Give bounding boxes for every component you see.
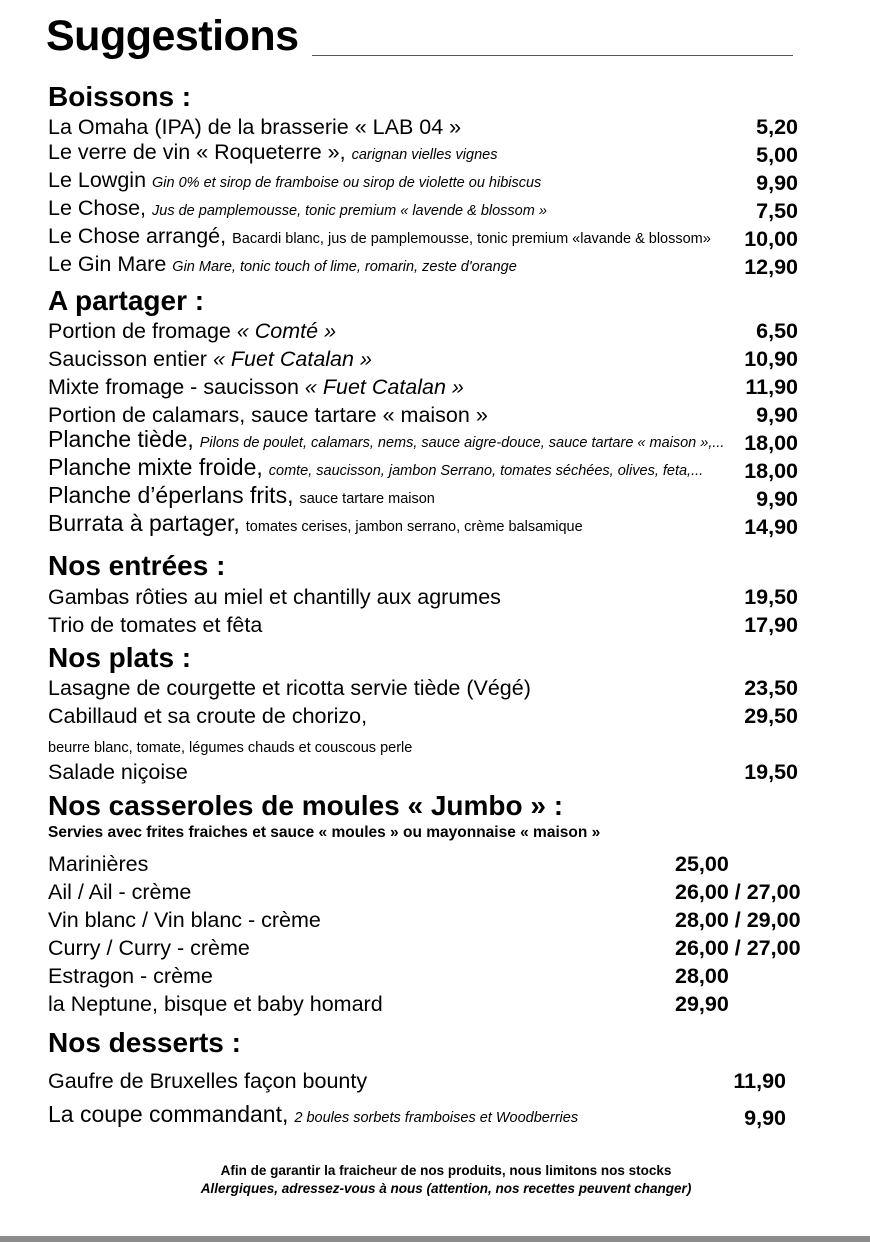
menu-item <box>48 612 798 640</box>
item-price: 5,00 <box>756 143 798 167</box>
item-name: Salade niçoise <box>48 760 188 784</box>
item-price: 9,90 <box>756 403 798 427</box>
item-description: Gin Mare, tonic touch of lime, romarin, zeste d'orange <box>172 259 517 275</box>
item-name: Trio de tomates et fêta <box>48 613 263 637</box>
menu-item <box>48 170 798 198</box>
item-price: 29,90 <box>675 992 729 1016</box>
item-price: 18,00 <box>744 459 798 483</box>
item-price: 18,00 <box>744 431 798 455</box>
item-price: 17,90 <box>744 613 798 637</box>
item-highlight: « Fuet Catalan » <box>212 347 372 371</box>
item-name: Gambas rôties au miel et chantilly aux agrumes <box>48 585 501 609</box>
section-moules: Nos casseroles de moules « Jumbo » : <box>48 790 564 821</box>
item-name: Vin blanc / Vin blanc - crème <box>48 908 321 932</box>
section-plats: Nos plats : <box>48 642 192 673</box>
menu-item <box>48 935 801 963</box>
menu-item <box>48 318 798 346</box>
item-name: Lasagne de courgette et ricotta servie tiède (Végé) <box>48 676 531 700</box>
menu-item <box>48 991 798 1019</box>
item-price: 25,00 <box>675 852 729 876</box>
item-price: 9,90 <box>756 487 798 511</box>
item-price: 9,90 <box>744 1106 786 1130</box>
item-description: carignan vielles vignes <box>351 147 498 163</box>
item-name: Planche tiède, <box>48 426 194 452</box>
item-name: Ail / Ail - crème <box>48 880 192 904</box>
menu-item <box>48 675 798 703</box>
menu-item <box>48 374 798 402</box>
item-highlight: « Fuet Catalan » <box>304 375 464 399</box>
item-description: Bacardi blanc, jus de pamplemousse, tonic premium «lavande & blossom» <box>232 231 711 247</box>
menu-item <box>48 963 798 991</box>
moules-note: Servies avec frites fraiches et sauce « moules » ou mayonnaise « maison » <box>48 824 601 841</box>
item-description: Pilons de poulet, calamars, nems, sauce aigre-douce, sauce tartare « maison »,... <box>199 435 725 451</box>
item-price: 29,50 <box>744 704 798 728</box>
menu-item <box>48 346 798 374</box>
section-entrees: Nos entrées : <box>48 550 226 581</box>
section-boissons: Boissons : <box>48 81 192 112</box>
item-price: 23,50 <box>744 676 798 700</box>
item-price: 9,90 <box>756 171 798 195</box>
item-price: 6,50 <box>756 319 798 343</box>
item-price: 5,20 <box>756 115 798 139</box>
section-desserts: Nos desserts : <box>48 1027 241 1058</box>
item-name: Cabillaud et sa croute de chorizo, <box>48 704 368 728</box>
item-name: Burrata à partager, <box>48 510 240 536</box>
item-name: Saucisson entier <box>48 347 207 371</box>
item-name: La coupe commandant, <box>48 1101 289 1127</box>
item-description: Jus de pamplemousse, tonic premium « lavende & blossom » <box>152 203 547 219</box>
menu-item <box>48 851 798 879</box>
item-price: 19,50 <box>744 585 798 609</box>
footer-allergy-note: Allergiques, adressez-vous à nous (attention, nos recettes peuvent changer) <box>200 1181 692 1196</box>
section-partager: A partager : <box>48 285 205 316</box>
menu-item <box>48 1068 786 1096</box>
item-description: comte, saucisson, jambon Serrano, tomates séchées, olives, feta,... <box>268 463 704 479</box>
item-price: 12,90 <box>744 255 798 279</box>
item-name: Le Gin Mare <box>48 252 167 276</box>
item-name: Portion de calamars, sauce tartare « maison » <box>48 403 488 427</box>
item-highlight: « Comté » <box>236 319 337 343</box>
item-description: sauce tartare maison <box>299 491 435 507</box>
item-name: Le Chose, <box>48 196 147 220</box>
menu-item <box>48 907 801 935</box>
item-price: 28,00 <box>675 964 729 988</box>
item-name: Le verre de vin « Roqueterre », <box>48 140 346 164</box>
item-name: Portion de fromage <box>48 319 231 343</box>
item-name: Curry / Curry - crème <box>48 936 250 960</box>
item-description: tomates cerises, jambon serrano, crème balsamique <box>245 519 583 535</box>
item-description: Gin 0% et sirop de framboise ou sirop de violette ou hibiscus <box>152 175 542 191</box>
item-name: La Omaha (IPA) de la brasserie « LAB 04 » <box>48 115 462 139</box>
menu-item <box>48 142 798 170</box>
menu-item <box>48 1101 786 1133</box>
item-price: 7,50 <box>756 199 798 223</box>
menu-item <box>48 584 798 612</box>
item-name: Le Lowgin <box>48 168 147 192</box>
item-name: Marinières <box>48 852 149 876</box>
item-price: 26,00 / 27,00 <box>675 880 801 904</box>
item-name: Le Chose arrangé, <box>48 224 227 248</box>
menu-item <box>48 510 798 542</box>
item-price: 10,90 <box>744 347 798 371</box>
item-price: 26,00 / 27,00 <box>675 936 801 960</box>
menu-item <box>48 703 798 731</box>
menu-item <box>48 114 798 142</box>
item-name: la Neptune, bisque et baby homard <box>48 992 383 1016</box>
bottom-border <box>0 1236 870 1242</box>
item-price: 19,50 <box>744 760 798 784</box>
item-name: Planche d’éperlans frits, <box>48 482 294 508</box>
item-price: 11,90 <box>733 1069 786 1093</box>
title-underline <box>312 55 793 56</box>
item-description: beurre blanc, tomate, légumes chauds et couscous perle <box>48 740 413 756</box>
item-name: Gaufre de Bruxelles façon bounty <box>48 1069 368 1093</box>
item-price: 14,90 <box>744 515 798 539</box>
item-name: Mixte fromage - saucisson <box>48 375 299 399</box>
item-name: Estragon - crème <box>48 964 213 988</box>
item-price: 28,00 / 29,00 <box>675 908 801 932</box>
menu-item <box>48 226 798 254</box>
menu-item <box>48 198 798 226</box>
page-title: Suggestions <box>46 12 299 60</box>
menu-item <box>48 254 798 282</box>
item-name: Planche mixte froide, <box>48 454 263 480</box>
item-price: 11,90 <box>745 375 798 399</box>
item-price: 10,00 <box>744 227 798 251</box>
menu-item <box>48 759 798 787</box>
item-description: 2 boules sorbets framboises et Woodberries <box>294 1110 579 1126</box>
footer-stock-note: Afin de garantir la fraicheur de nos produits, nous limitons nos stocks <box>220 1163 672 1178</box>
menu-item <box>48 879 801 907</box>
